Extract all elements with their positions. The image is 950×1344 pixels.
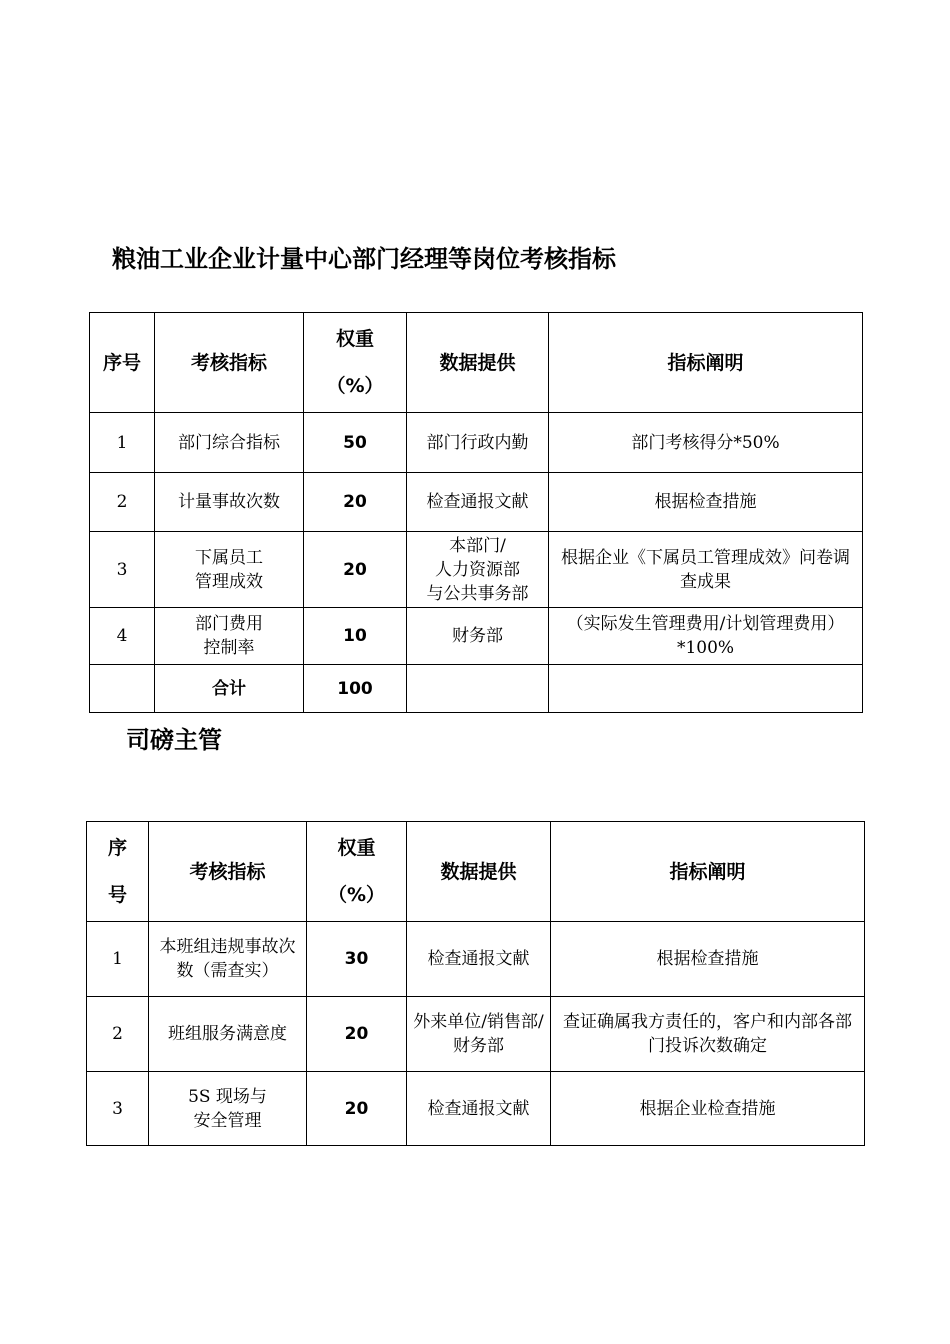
- row-explanation: 查证确属我方责任的，客户和内部各部门投诉次数确定: [551, 997, 865, 1072]
- section-title-manager: 粮油工业企业计量中心部门经理等岗位考核指标: [112, 245, 616, 273]
- header-weight-label: 权重: [337, 836, 376, 859]
- header-source: 数据提供: [407, 822, 551, 922]
- row-explanation: （实际发生管理费用/计划管理费用）*100%: [549, 608, 863, 665]
- row-indicator: 班组服务满意度: [149, 997, 307, 1072]
- header-indicator: 考核指标: [149, 822, 307, 922]
- row-seq: 4: [90, 608, 155, 665]
- row-source: 检查通报文献: [407, 1072, 551, 1146]
- row-source: 外来单位/销售部/财务部: [407, 997, 551, 1072]
- row-weight: 20: [304, 473, 407, 532]
- table-row: [90, 608, 863, 665]
- row-seq: 2: [90, 473, 155, 532]
- row-indicator: 本班组违规事故次数（需查实）: [149, 922, 307, 997]
- table-row: [90, 413, 863, 473]
- row-explanation: 根据检查措施: [551, 922, 865, 997]
- table-row: [87, 997, 865, 1072]
- row-explanation: 部门考核得分*50%: [549, 413, 863, 473]
- header-seq-part2: 号: [107, 883, 127, 906]
- table-header-row: [87, 822, 865, 922]
- kpi-table-manager: [89, 312, 863, 713]
- header-weight-unit: （%）: [327, 883, 386, 906]
- row-seq: 1: [90, 413, 155, 473]
- header-seq: [87, 822, 149, 922]
- header-seq: 序号: [90, 313, 155, 413]
- section-title-weighbridge: 司磅主管: [126, 726, 222, 754]
- header-weight-unit: （%）: [326, 374, 384, 397]
- row-source: 部门行政内勤: [407, 413, 549, 473]
- total-source-empty: [407, 665, 549, 713]
- header-seq-part1: 序: [107, 836, 127, 859]
- table-row: [87, 1072, 865, 1146]
- total-seq-empty: [90, 665, 155, 713]
- header-weight: [307, 822, 407, 922]
- row-explanation: 根据检查措施: [549, 473, 863, 532]
- header-explanation: 指标阐明: [549, 313, 863, 413]
- header-indicator: 考核指标: [155, 313, 304, 413]
- header-explanation: 指标阐明: [551, 822, 865, 922]
- row-seq: 3: [90, 532, 155, 608]
- row-indicator: 部门综合指标: [155, 413, 304, 473]
- header-weight-label: 权重: [335, 327, 374, 350]
- row-weight: 50: [304, 413, 407, 473]
- row-source: 检查通报文献: [407, 922, 551, 997]
- row-indicator: 计量事故次数: [155, 473, 304, 532]
- total-label: 合计: [155, 665, 304, 713]
- table-total-row: [90, 665, 863, 713]
- table-header-row: [90, 313, 863, 413]
- table-row: [90, 532, 863, 608]
- row-source: 财务部: [407, 608, 549, 665]
- row-weight: 20: [307, 1072, 407, 1146]
- table-row: [90, 473, 863, 532]
- row-indicator: 5S 现场与 安全管理: [149, 1072, 307, 1146]
- table-row: [87, 922, 865, 997]
- row-source: 本部门/ 人力资源部 与公共事务部: [407, 532, 549, 608]
- row-seq: 3: [87, 1072, 149, 1146]
- row-source: 检查通报文献: [407, 473, 549, 532]
- header-source: 数据提供: [407, 313, 549, 413]
- total-explanation-empty: [549, 665, 863, 713]
- row-seq: 1: [87, 922, 149, 997]
- row-weight: 20: [307, 997, 407, 1072]
- row-weight: 30: [307, 922, 407, 997]
- row-seq: 2: [87, 997, 149, 1072]
- row-weight: 10: [304, 608, 407, 665]
- total-weight: 100: [304, 665, 407, 713]
- row-explanation: 根据企业检查措施: [551, 1072, 865, 1146]
- row-weight: 20: [304, 532, 407, 608]
- row-indicator: 部门费用 控制率: [155, 608, 304, 665]
- row-explanation: 根据企业《下属员工管理成效》问卷调查成果: [549, 532, 863, 608]
- header-weight: [304, 313, 407, 413]
- row-indicator: 下属员工 管理成效: [155, 532, 304, 608]
- kpi-table-weighbridge: [86, 821, 865, 1146]
